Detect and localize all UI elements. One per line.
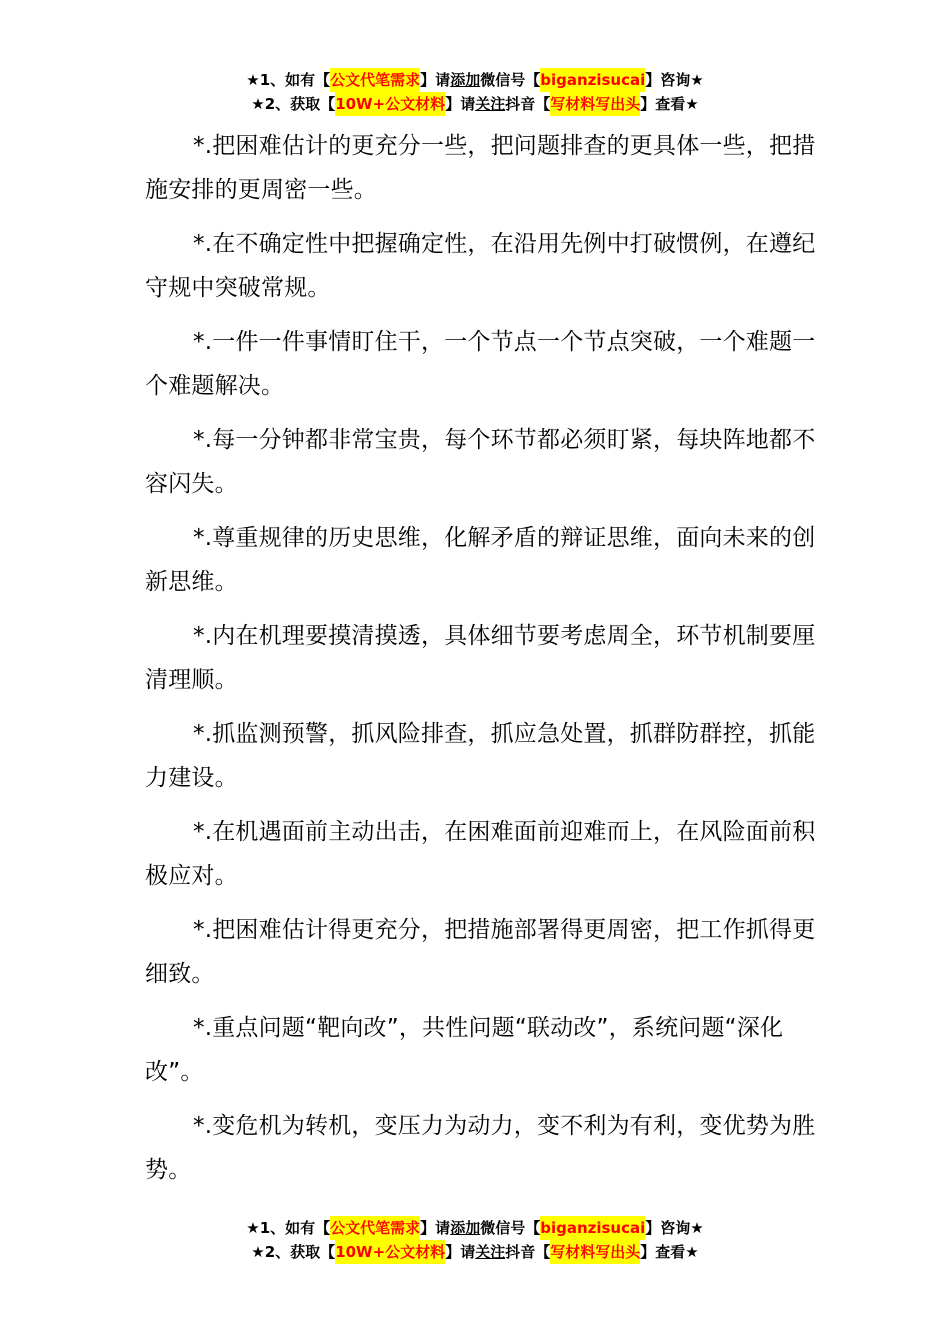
- paragraph: *.重点问题“靶向改”，共性问题“联动改”，系统问题“深化改”。: [145, 1015, 784, 1085]
- paragraph: *.把困难估计的更充分一些，把问题排查的更具体一些，把措施安排的更周密一些。: [145, 133, 816, 203]
- highlight-wechat-id: biganzisucai: [540, 68, 645, 92]
- paragraph: *.内在机理要摸清摸透，具体细节要考虑周全，环节机制要厘清理顺。: [145, 623, 816, 693]
- highlight-service: 公文代笔需求: [330, 1216, 420, 1240]
- banner-text: ★1、如有【: [246, 1219, 331, 1237]
- paragraph: *.抓监测预警，抓风险排查，抓应急处置，抓群防群控，抓能力建设。: [145, 721, 816, 791]
- paragraph: *.每一分钟都非常宝贵，每个环节都必须盯紧，每块阵地都不容闪失。: [145, 427, 816, 497]
- paragraph: *.变危机为转机，变压力为动力，变不利为有利，变优势为胜势。: [145, 1113, 816, 1183]
- banner-line-1: [0, 68, 950, 92]
- banner-text: ★2、获取【: [251, 1243, 336, 1261]
- highlight-douyin: 写材料写出头: [550, 1240, 640, 1264]
- banner-text: 】请: [420, 71, 451, 89]
- banner-text: ★2、获取【: [251, 95, 336, 113]
- banner-text: 】查看★: [640, 1243, 699, 1261]
- banner-line-2: [0, 92, 950, 116]
- banner-text: 】请: [420, 1219, 451, 1237]
- banner-line-1: [0, 1216, 950, 1240]
- paragraph: *.尊重规律的历史思维，化解矛盾的辩证思维，面向未来的创新思维。: [145, 525, 816, 595]
- paragraph: *.把困难估计得更充分，把措施部署得更周密，把工作抓得更细致。: [145, 917, 816, 987]
- banner-text: 】咨询★: [645, 71, 704, 89]
- banner-text: ★1、如有【: [246, 71, 331, 89]
- banner-text: 】查看★: [640, 95, 699, 113]
- banner-text: 微信号【: [480, 71, 541, 89]
- highlight-service: 公文代笔需求: [330, 68, 420, 92]
- banner-text: 抖音【: [505, 1243, 551, 1261]
- document-body: [145, 124, 835, 1202]
- emphasis-add: 添加: [450, 71, 481, 89]
- banner-line-2: [0, 1240, 950, 1264]
- banner-text: 】请: [445, 95, 476, 113]
- footer-banner: [0, 1216, 950, 1264]
- paragraph: *.在机遇面前主动出击，在困难面前迎难而上，在风险面前积极应对。: [145, 819, 816, 889]
- header-banner: [0, 68, 950, 116]
- emphasis-follow: 关注: [475, 95, 506, 113]
- highlight-materials: 10W+公文材料: [335, 1240, 445, 1264]
- banner-text: 抖音【: [505, 95, 551, 113]
- banner-text: 】请: [445, 1243, 476, 1261]
- banner-text: 】咨询★: [645, 1219, 704, 1237]
- highlight-wechat-id: biganzisucai: [540, 1216, 645, 1240]
- highlight-materials: 10W+公文材料: [335, 92, 445, 116]
- emphasis-follow: 关注: [475, 1243, 506, 1261]
- highlight-douyin: 写材料写出头: [550, 92, 640, 116]
- paragraph: *.一件一件事情盯住干，一个节点一个节点突破，一个难题一个难题解决。: [145, 329, 816, 399]
- emphasis-add: 添加: [450, 1219, 481, 1237]
- banner-text: 微信号【: [480, 1219, 541, 1237]
- paragraph: *.在不确定性中把握确定性，在沿用先例中打破惯例，在遵纪守规中突破常规。: [145, 231, 816, 301]
